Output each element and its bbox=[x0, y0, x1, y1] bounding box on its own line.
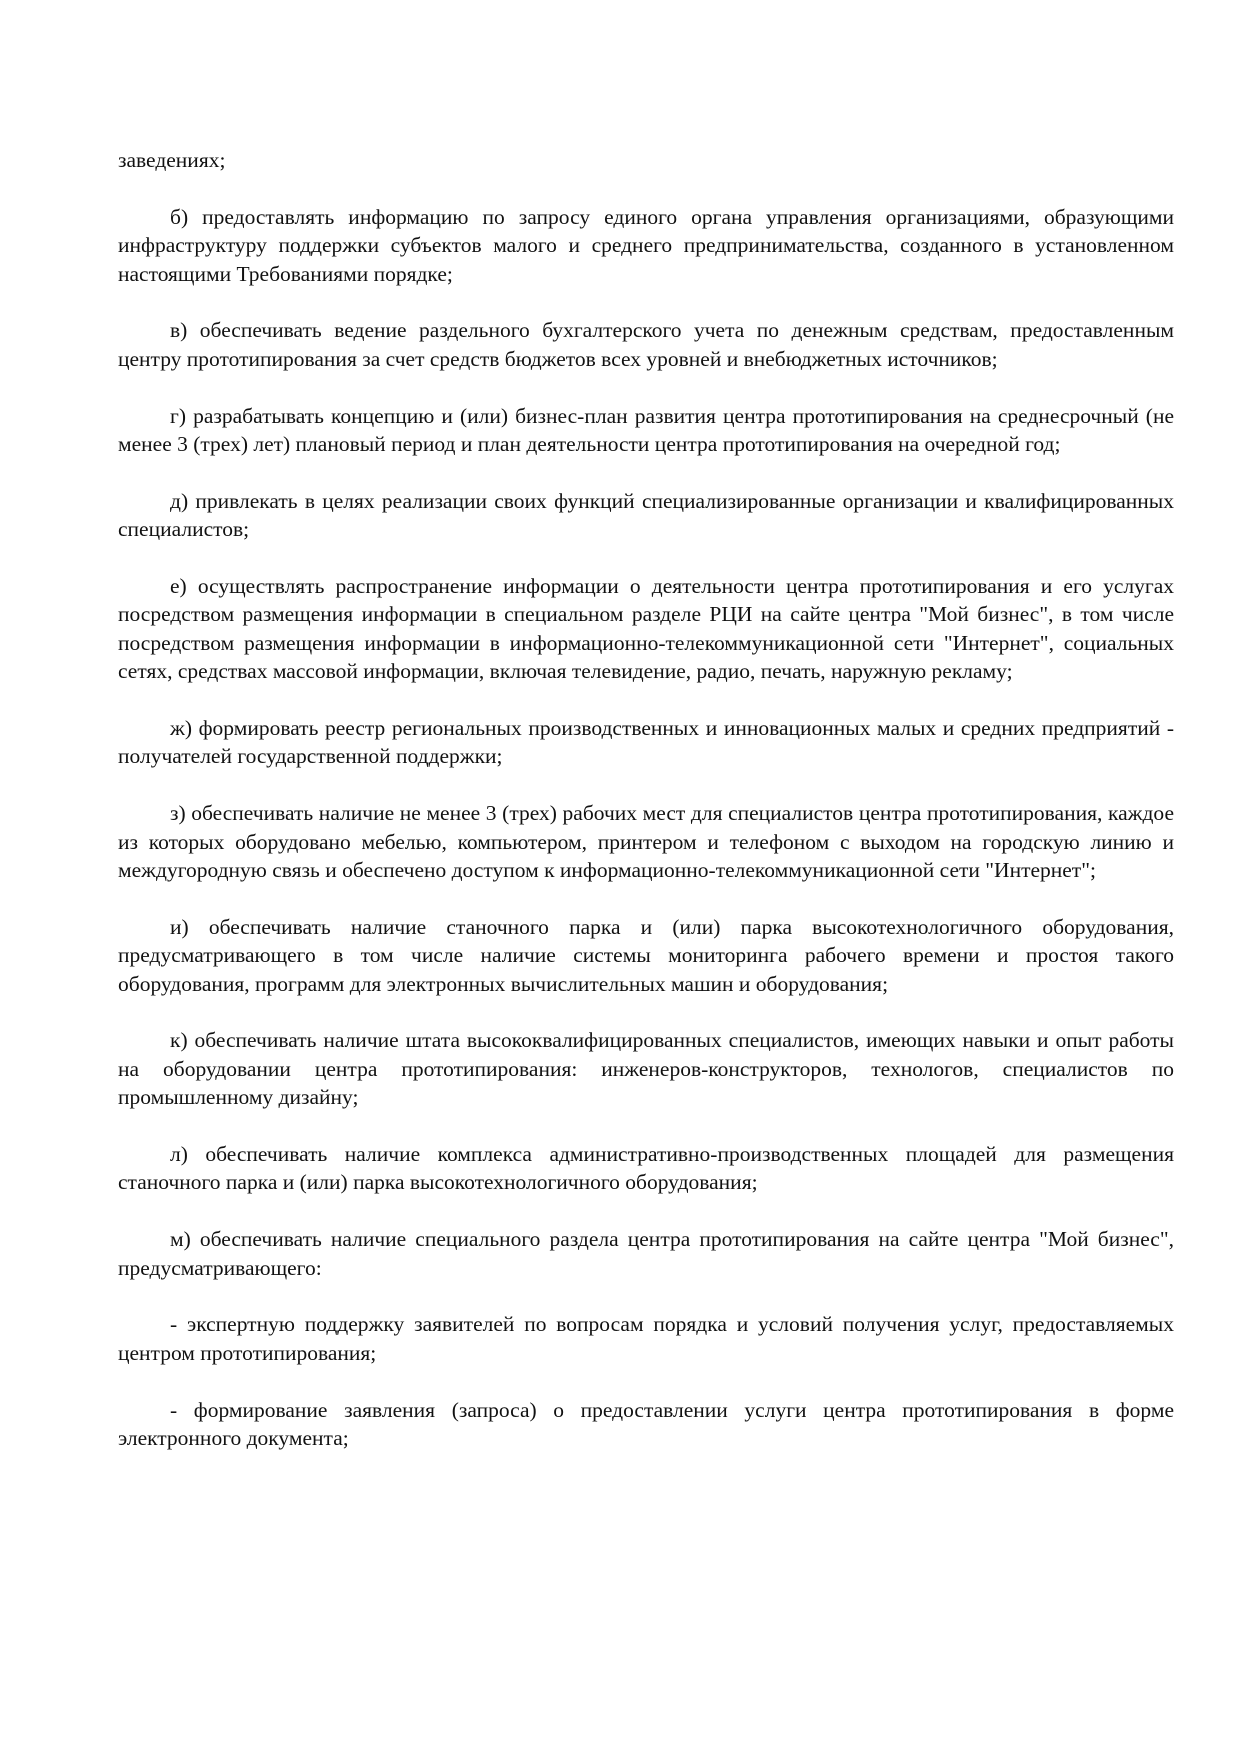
paragraph-continuation: заведениях; bbox=[118, 148, 226, 172]
document-page bbox=[118, 146, 1174, 1481]
paragraph-item-i: и) обеспечивать наличие станочного парка и (или) парка высокотехнологичного оборудования, предусматривающего в том числе наличие системы мониторинга рабочего времени и простоя такого оборудования, программ для электронных вычислительных машин и оборудования; bbox=[118, 914, 1174, 996]
paragraph-subitem-electronic-request: - формирование заявления (запроса) о предоставлении услуги центра прототипирования в форме электронного документа; bbox=[118, 1397, 1174, 1451]
paragraph-item-b: б) предоставлять информацию по запросу единого органа управления организациями, образующими инфраструктуру поддержки субъектов малого и среднего предпринимательства, созданного в установленном настоящими Требованиями порядке; bbox=[118, 204, 1174, 286]
paragraph-item-zh: ж) формировать реестр региональных производственных и инновационных малых и средних предприятий - получателей государственной поддержки; bbox=[118, 716, 1174, 769]
paragraph-item-k: к) обеспечивать наличие штата высококвалифицированных специалистов, имеющих навыки и опыт работы на оборудовании центра прототипирования: инженеров-конструкторов, технологов, специалистов по промышленному дизайну; bbox=[118, 1028, 1174, 1110]
paragraph-item-z: з) обеспечивать наличие не менее 3 (трех) рабочих мест для специалистов центра прототипирования, каждое из которых оборудовано мебелью, компьютером, принтером и телефоном с выходом на городскую линию и междугородную связь и обеспечено доступом к информационно-телекоммуникационной сети "Интернет"; bbox=[118, 801, 1174, 883]
paragraph-item-m: м) обеспечивать наличие специального раздела центра прототипирования на сайте центра "Мой бизнес", предусматривающего: bbox=[118, 1227, 1174, 1280]
paragraph-item-e: е) осуществлять распространение информации о деятельности центра прототипирования и его услугах посредством размещения информации в специальном разделе РЦИ на сайте центра "Мой бизнес", в том числе посредством размещения информации в информационно-телекоммуникационной сети "Интернет", социальных сетях, средствах массовой информации, включая телевидение, радио, печать, наружную рекламу; bbox=[118, 574, 1174, 684]
paragraph-item-v: в) обеспечивать ведение раздельного бухгалтерского учета по денежным средствам, предоставленным центру прототипирования за счет средств бюджетов всех уровней и внебюджетных источников; bbox=[118, 318, 1174, 371]
paragraph-item-l: л) обеспечивать наличие комплекса административно-производственных площадей для размещения станочного парка и (или) парка высокотехнологичного оборудования; bbox=[118, 1142, 1174, 1195]
paragraph-item-d: д) привлекать в целях реализации своих функций специализированные организации и квалифицированных специалистов; bbox=[118, 488, 1174, 542]
paragraph-item-g: г) разрабатывать концепцию и (или) бизнес-план развития центра прототипирования на среднесрочный (не менее 3 (трех) лет) плановый период и план деятельности центра прототипирования на очередной год; bbox=[118, 403, 1174, 457]
paragraph-subitem-expert-support: - экспертную поддержку заявителей по вопросам порядка и условий получения услуг, предоставляемых центром прототипирования; bbox=[118, 1312, 1174, 1365]
